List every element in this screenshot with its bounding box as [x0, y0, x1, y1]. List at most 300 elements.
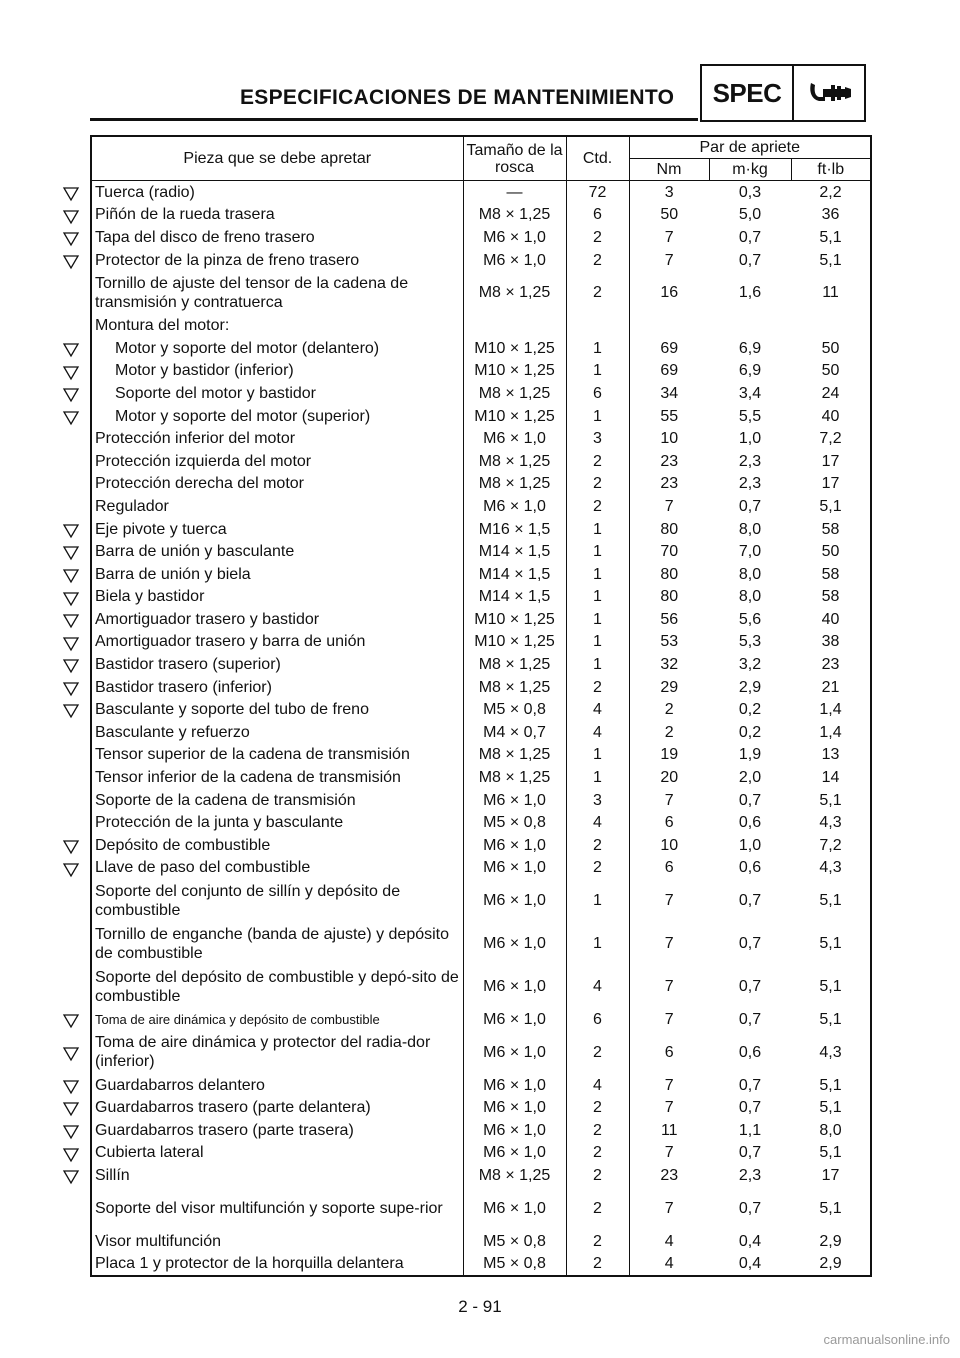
torque-nm-cell: 29 [660, 678, 679, 696]
table-row [91, 631, 871, 654]
torque-ftlb-cell: 5,1 [819, 1199, 842, 1217]
table-row [91, 1187, 871, 1230]
torque-ftlb-cell: 23 [821, 656, 840, 674]
torque-nm-cell: 7 [664, 892, 674, 910]
torque-nm-cell: 16 [660, 284, 679, 302]
table-row [91, 518, 871, 541]
table-row [91, 698, 871, 721]
torque-ftlb-cell: 21 [821, 678, 840, 696]
part-name-cell [91, 834, 463, 857]
part-name: Regulador [95, 497, 169, 515]
torque-ftlb-cell: 11 [822, 284, 839, 302]
torque-nm-cell: 7 [664, 978, 674, 996]
table-row [91, 789, 871, 812]
triangle-mark-icon [62, 410, 80, 426]
quantity-cell: 4 [566, 811, 629, 834]
part-name-cell [91, 1164, 463, 1187]
part-name-cell [91, 450, 463, 473]
quantity-cell: 1 [566, 540, 629, 563]
torque-nm-cell: 11 [660, 1121, 678, 1139]
quantity-cell: 2 [566, 834, 629, 857]
table-row [91, 181, 871, 204]
part-name: Tornillo de ajuste del tensor de la cadena de transmisión y contratuerca [95, 274, 409, 311]
part-name-cell [91, 857, 463, 880]
torque-mkg-cell: 5,3 [738, 633, 762, 651]
torque-mkg-cell: 6,9 [738, 339, 762, 357]
watermark: carmanualsonline.info [823, 1332, 950, 1347]
part-name-cell [91, 789, 463, 812]
quantity-cell: 1 [566, 631, 629, 654]
torque-mkg-cell: 0,7 [738, 791, 762, 809]
torque-mkg-cell [709, 314, 791, 337]
torque-ftlb-cell: 2,9 [819, 1232, 842, 1250]
torque-ftlb-cell: 17 [821, 475, 840, 493]
torque-ftlb-cell: 1,4 [819, 701, 842, 719]
table-row [91, 204, 871, 227]
part-name: Tensor superior de la cadena de transmisión [95, 746, 410, 764]
torque-mkg-cell: 0,7 [738, 1099, 762, 1117]
torque-ftlb-cell: 36 [821, 206, 840, 224]
torque-ftlb-cell: 50 [821, 339, 840, 357]
torque-ftlb-cell: 5,1 [819, 1099, 842, 1117]
table-row [91, 540, 871, 563]
torque-mkg-cell: 0,7 [738, 228, 762, 246]
table-row [91, 922, 871, 965]
thread-size-cell: M6 × 1,0 [463, 1096, 566, 1119]
triangle-mark-icon [62, 862, 80, 878]
torque-mkg-cell: 0,7 [738, 1199, 762, 1217]
part-name-cell [91, 653, 463, 676]
part-name-cell [91, 1008, 463, 1031]
triangle-mark-icon [62, 839, 80, 855]
part-name-cell [91, 337, 463, 360]
triangle-mark-icon [62, 209, 80, 225]
torque-mkg-cell: 5,6 [738, 610, 762, 628]
part-name-cell [91, 518, 463, 541]
part-name-cell [91, 473, 463, 496]
torque-nm-cell [629, 314, 709, 337]
torque-nm-cell: 23 [660, 452, 679, 470]
triangle-mark-icon [62, 1147, 80, 1163]
torque-mkg-cell: 0,6 [738, 1043, 762, 1061]
thread-size-cell: M6 × 1,0 [463, 1031, 566, 1074]
quantity-cell: 6 [566, 1008, 629, 1031]
part-name: Basculante y refuerzo [95, 723, 250, 741]
torque-ftlb-cell: 14 [821, 769, 840, 787]
table-row [91, 834, 871, 857]
table-row [91, 857, 871, 880]
part-name-cell [91, 586, 463, 609]
table-row [91, 1031, 871, 1074]
quantity-cell: 2 [566, 226, 629, 249]
triangle-mark-icon [62, 387, 80, 403]
quantity-cell: 4 [566, 965, 629, 1008]
torque-nm-cell: 2 [664, 723, 674, 741]
torque-nm-cell: 20 [660, 769, 679, 787]
part-name: Basculante y soporte del tubo de freno [95, 701, 369, 719]
triangle-mark-icon [62, 545, 80, 561]
thread-size-cell: M6 × 1,0 [463, 495, 566, 518]
triangle-mark-icon [62, 1013, 80, 1029]
page-title: ESPECIFICACIONES DE MANTENIMIENTO [240, 86, 675, 109]
table-row [91, 1119, 871, 1142]
thread-size-cell: M10 × 1,25 [463, 360, 566, 383]
torque-spec-table [90, 135, 872, 1277]
torque-ftlb-cell: 58 [821, 565, 840, 583]
torque-nm-cell: 7 [664, 791, 674, 809]
torque-mkg-cell: 1,1 [738, 1121, 762, 1139]
torque-mkg-cell: 2,3 [738, 452, 762, 470]
torque-mkg-cell: 3,4 [738, 384, 762, 402]
quantity-cell: 1 [566, 766, 629, 789]
part-name: Depósito de combustible [95, 836, 271, 854]
torque-mkg-cell: 0,4 [738, 1255, 762, 1273]
part-name-cell [91, 1074, 463, 1097]
quantity-cell: 6 [566, 382, 629, 405]
table-row [91, 405, 871, 428]
torque-nm-cell: 2 [664, 701, 674, 719]
thread-size-cell: M6 × 1,0 [463, 879, 566, 922]
torque-mkg-cell: 0,6 [738, 859, 762, 877]
header-thread-size: Tamaño de la rosca [463, 136, 566, 181]
torque-mkg-cell: 3,2 [738, 656, 762, 674]
part-name-cell [91, 1119, 463, 1142]
part-name: Toma de aire dinámica y protector del radia-dor (inferior) [95, 1034, 431, 1071]
torque-mkg-cell: 0,7 [738, 935, 762, 953]
table-row [91, 721, 871, 744]
part-name-cell [91, 314, 463, 337]
thread-size-cell: M14 × 1,5 [463, 540, 566, 563]
part-name-cell [91, 382, 463, 405]
part-name: Placa 1 y protector de la horquilla delantera [95, 1255, 404, 1273]
torque-nm-cell: 7 [664, 251, 674, 269]
torque-ftlb-cell: 13 [821, 746, 840, 764]
torque-ftlb-cell: 17 [821, 452, 840, 470]
part-name: Soporte del motor y bastidor [115, 384, 316, 402]
torque-mkg-cell: 2,9 [738, 678, 762, 696]
torque-nm-cell: 7 [664, 497, 674, 515]
quantity-cell: 72 [566, 181, 629, 204]
thread-size-cell: M6 × 1,0 [463, 1187, 566, 1230]
thread-size-cell: M4 × 0,7 [463, 721, 566, 744]
part-name-cell [91, 360, 463, 383]
part-name-cell [91, 563, 463, 586]
thread-size-cell: M8 × 1,25 [463, 653, 566, 676]
table-row [91, 811, 871, 834]
torque-nm-cell: 10 [660, 836, 679, 854]
part-name: Protección de la junta y basculante [95, 814, 344, 832]
torque-ftlb-cell: 24 [821, 384, 840, 402]
thread-size-cell: M8 × 1,25 [463, 204, 566, 227]
table-row [91, 608, 871, 631]
torque-mkg-cell: 1,0 [738, 430, 762, 448]
thread-size-cell: M14 × 1,5 [463, 586, 566, 609]
quantity-cell: 4 [566, 1074, 629, 1097]
torque-nm-cell: 80 [660, 565, 679, 583]
torque-nm-cell: 32 [660, 656, 679, 674]
torque-ftlb-cell: 50 [821, 362, 840, 380]
thread-size-cell: M8 × 1,25 [463, 766, 566, 789]
part-name-cell [91, 721, 463, 744]
torque-nm-cell: 6 [664, 859, 674, 877]
torque-ftlb-cell: 7,2 [819, 836, 842, 854]
part-name: Soporte de la cadena de transmisión [95, 791, 356, 809]
thread-size-cell: M10 × 1,25 [463, 608, 566, 631]
thread-size-cell: M6 × 1,0 [463, 834, 566, 857]
torque-mkg-cell: 0,7 [738, 892, 762, 910]
quantity-cell: 2 [566, 857, 629, 880]
part-name: Guardabarros trasero (parte trasera) [95, 1121, 354, 1139]
torque-ftlb-cell: 7,2 [819, 430, 842, 448]
table-row [91, 427, 871, 450]
torque-nm-cell: 55 [660, 407, 679, 425]
thread-size-cell: M8 × 1,25 [463, 450, 566, 473]
torque-nm-cell: 7 [664, 1011, 674, 1029]
quantity-cell: 2 [566, 450, 629, 473]
triangle-mark-icon [62, 658, 80, 674]
torque-nm-cell: 7 [664, 1099, 674, 1117]
part-name: Protección izquierda del motor [95, 452, 312, 470]
torque-mkg-cell: 8,0 [738, 588, 762, 606]
torque-ftlb-cell: 58 [821, 588, 840, 606]
quantity-cell: 2 [566, 1142, 629, 1165]
thread-size-cell: M6 × 1,0 [463, 857, 566, 880]
part-name: Guardabarros trasero (parte delantera) [95, 1099, 371, 1117]
triangle-mark-icon [62, 568, 80, 584]
torque-ftlb-cell: 58 [821, 520, 840, 538]
part-name: Cubierta lateral [95, 1144, 204, 1162]
torque-nm-cell: 23 [660, 475, 679, 493]
table-row [91, 1230, 871, 1253]
part-name-cell [91, 249, 463, 272]
quantity-cell [566, 314, 629, 337]
torque-mkg-cell: 5,0 [738, 206, 762, 224]
part-name: Piñón de la rueda trasera [95, 206, 275, 224]
part-name-cell [91, 698, 463, 721]
header-quantity: Ctd. [566, 136, 629, 181]
triangle-mark-icon [62, 254, 80, 270]
torque-ftlb-cell: 5,1 [819, 1144, 842, 1162]
quantity-cell: 1 [566, 405, 629, 428]
quantity-cell: 1 [566, 337, 629, 360]
torque-nm-cell: 10 [660, 430, 679, 448]
quantity-cell: 4 [566, 721, 629, 744]
table-row [91, 965, 871, 1008]
torque-ftlb-cell: 2,9 [819, 1255, 842, 1273]
thread-size-cell: M8 × 1,25 [463, 1164, 566, 1187]
part-name: Amortiguador trasero y bastidor [95, 610, 320, 628]
table-row [91, 653, 871, 676]
part-name: Protección inferior del motor [95, 430, 296, 448]
thread-size-cell: M8 × 1,25 [463, 473, 566, 496]
quantity-cell: 2 [566, 1096, 629, 1119]
torque-nm-cell: 56 [660, 610, 679, 628]
quantity-cell: 1 [566, 879, 629, 922]
torque-mkg-cell: 0,7 [738, 1144, 762, 1162]
thread-size-cell: M10 × 1,25 [463, 405, 566, 428]
quantity-cell: 1 [566, 563, 629, 586]
table-row [91, 1252, 871, 1276]
part-name: Motor y soporte del motor (delantero) [115, 339, 380, 357]
part-name-cell [91, 1252, 463, 1276]
quantity-cell: 1 [566, 653, 629, 676]
part-name-cell [91, 1230, 463, 1253]
part-name-cell [91, 631, 463, 654]
part-name-cell [91, 1142, 463, 1165]
part-name-cell [91, 766, 463, 789]
quantity-cell: 3 [566, 427, 629, 450]
thread-size-cell: M6 × 1,0 [463, 249, 566, 272]
quantity-cell: 2 [566, 1119, 629, 1142]
table-row [91, 586, 871, 609]
table-row [91, 1074, 871, 1097]
table-row [91, 766, 871, 789]
torque-ftlb-cell: 4,3 [819, 814, 842, 832]
torque-mkg-cell: 0,7 [738, 1076, 762, 1094]
part-name: Soporte del visor multifunción y soporte supe-rior [95, 1199, 443, 1217]
quantity-cell: 1 [566, 608, 629, 631]
table-row [91, 360, 871, 383]
quantity-cell: 1 [566, 922, 629, 965]
triangle-mark-icon [62, 591, 80, 607]
torque-mkg-cell: 0,2 [738, 701, 762, 719]
torque-nm-cell: 3 [664, 183, 674, 201]
part-name-cell [91, 676, 463, 699]
triangle-mark-icon [62, 1079, 80, 1095]
torque-ftlb-cell: 38 [821, 633, 840, 651]
quantity-cell: 2 [566, 1230, 629, 1253]
triangle-mark-icon [62, 1046, 80, 1062]
torque-nm-cell: 50 [660, 206, 679, 224]
torque-ftlb-cell: 1,4 [819, 723, 842, 741]
torque-nm-cell: 69 [660, 339, 679, 357]
part-name: Amortiguador trasero y barra de unión [95, 633, 366, 651]
thread-size-cell: M10 × 1,25 [463, 631, 566, 654]
part-name-cell [91, 405, 463, 428]
torque-nm-cell: 6 [664, 814, 674, 832]
table-row [91, 226, 871, 249]
wrench-icon [794, 66, 864, 120]
torque-mkg-cell: 1,0 [738, 836, 762, 854]
table-row [91, 382, 871, 405]
torque-nm-cell: 7 [664, 1199, 674, 1217]
quantity-cell: 2 [566, 495, 629, 518]
part-name: Toma de aire dinámica y depósito de combustible [95, 1012, 380, 1028]
part-name: Barra de unión y biela [95, 565, 251, 583]
torque-ftlb-cell: 17 [821, 1166, 840, 1184]
triangle-mark-icon [62, 681, 80, 697]
quantity-cell: 1 [566, 518, 629, 541]
triangle-mark-icon [62, 703, 80, 719]
torque-ftlb-cell: 5,1 [819, 497, 842, 515]
torque-mkg-cell: 0,7 [738, 1011, 762, 1029]
torque-ftlb-cell: 5,1 [819, 1011, 842, 1029]
table-row [91, 1142, 871, 1165]
table-row [91, 879, 871, 922]
triangle-mark-icon [62, 613, 80, 629]
table-row [91, 314, 871, 337]
thread-size-cell: M10 × 1,25 [463, 337, 566, 360]
triangle-mark-icon [62, 1169, 80, 1185]
triangle-mark-icon [62, 365, 80, 381]
torque-nm-cell: 69 [660, 362, 679, 380]
table-row [91, 337, 871, 360]
torque-mkg-cell: 5,5 [738, 407, 762, 425]
quantity-cell: 2 [566, 1187, 629, 1230]
table-body [91, 181, 871, 1276]
thread-size-cell: M6 × 1,0 [463, 1142, 566, 1165]
table-row [91, 1008, 871, 1031]
part-name: Visor multifunción [95, 1232, 221, 1250]
part-name-cell [91, 226, 463, 249]
torque-mkg-cell: 0,6 [738, 814, 762, 832]
table-row [91, 676, 871, 699]
torque-ftlb-cell: 5,1 [819, 892, 842, 910]
quantity-cell: 3 [566, 789, 629, 812]
page-number: 2 - 91 [458, 1297, 502, 1316]
thread-size-cell: M6 × 1,0 [463, 1008, 566, 1031]
torque-mkg-cell: 0,7 [738, 978, 762, 996]
part-name-cell [91, 204, 463, 227]
thread-size-cell: M6 × 1,0 [463, 427, 566, 450]
quantity-cell: 2 [566, 1031, 629, 1074]
part-name: Soporte del conjunto de sillín y depósito de combustible [95, 882, 401, 919]
part-name-cell [91, 540, 463, 563]
part-name-cell [91, 965, 463, 1008]
torque-ftlb-cell: 4,3 [819, 1043, 842, 1061]
part-name: Llave de paso del combustible [95, 859, 311, 877]
torque-mkg-cell: 2,0 [738, 769, 762, 787]
part-name-cell [91, 181, 463, 204]
part-name: Montura del motor: [95, 317, 230, 335]
quantity-cell: 1 [566, 586, 629, 609]
torque-ftlb-cell: 8,0 [819, 1121, 842, 1139]
triangle-mark-icon [62, 231, 80, 247]
header-rule [90, 118, 698, 121]
part-name-cell [91, 271, 463, 314]
torque-mkg-cell: 1,9 [738, 746, 762, 764]
thread-size-cell: M6 × 1,0 [463, 1119, 566, 1142]
torque-nm-cell: 19 [660, 746, 679, 764]
part-name: Protector de la pinza de freno trasero [95, 251, 360, 269]
thread-size-cell: M14 × 1,5 [463, 563, 566, 586]
triangle-mark-icon [62, 523, 80, 539]
torque-nm-cell: 80 [660, 520, 679, 538]
torque-mkg-cell: 0,7 [738, 251, 762, 269]
torque-nm-cell: 4 [664, 1255, 674, 1273]
torque-nm-cell: 34 [660, 384, 679, 402]
header-torque: Par de apriete [629, 136, 871, 159]
part-name-cell [91, 922, 463, 965]
triangle-mark-icon [62, 1124, 80, 1140]
torque-ftlb-cell: 4,3 [819, 859, 842, 877]
part-name: Biela y bastidor [95, 588, 205, 606]
torque-nm-cell: 7 [664, 1076, 674, 1094]
part-name-cell [91, 1096, 463, 1119]
thread-size-cell: M5 × 0,8 [463, 811, 566, 834]
part-name-cell [91, 879, 463, 922]
part-name: Tapa del disco de freno trasero [95, 228, 315, 246]
quantity-cell: 2 [566, 1252, 629, 1276]
part-name-cell [91, 495, 463, 518]
triangle-mark-icon [62, 636, 80, 652]
torque-nm-cell: 7 [664, 1144, 674, 1162]
table-row [91, 473, 871, 496]
torque-mkg-cell: 0,2 [738, 723, 762, 741]
torque-nm-cell: 6 [664, 1043, 674, 1061]
torque-mkg-cell: 8,0 [738, 520, 762, 538]
thread-size-cell: M5 × 0,8 [463, 698, 566, 721]
